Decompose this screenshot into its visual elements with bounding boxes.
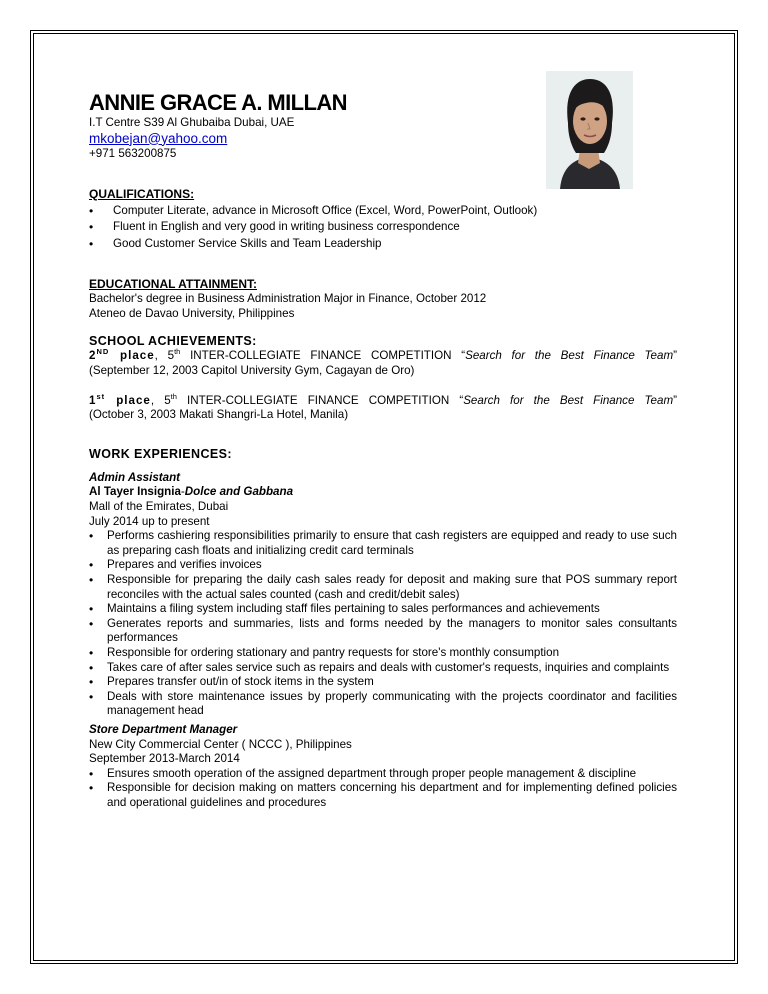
list-item: • Prepares transfer out/in of stock items in the system (89, 675, 677, 690)
degree: Bachelor's degree in Business Administration Major in Finance, October 2012 (89, 292, 487, 306)
education-section (89, 277, 677, 321)
job-period: July 2014 up to present (89, 514, 210, 528)
job-location: New City Commercial Center ( NCCC ), Philippines (89, 737, 352, 751)
address: I.T Centre S39 Al Ghubaiba Dubai, UAE (89, 116, 295, 129)
achievement-detail: (September 12, 2003 Capitol University Gym, Cagayan de Oro) (89, 364, 415, 378)
achievements-heading: SCHOOL ACHIEVEMENTS: (89, 334, 257, 349)
job-period: September 2013-March 2014 (89, 752, 240, 766)
header-block (89, 90, 677, 162)
list-item: • Responsible for ordering stationary and pantry requests for store's monthly consumption (89, 646, 677, 661)
work-heading: WORK EXPERIENCES: (89, 446, 232, 461)
school: Ateneo de Davao University, Philippines (89, 306, 295, 320)
achievements-section (89, 334, 677, 422)
phone: +971 563200875 (89, 147, 177, 161)
candidate-name: ANNIE GRACE A. MILLAN (89, 90, 347, 115)
list-item: • Ensures smooth operation of the assigned department through proper people management & discipline (89, 767, 677, 782)
qualifications-section (89, 187, 677, 253)
list-item: • Prepares and verifies invoices (89, 558, 677, 573)
list-item: • Responsible for decision making on matters concerning his department and for implementing defined policies and operational guidelines and procedures (89, 781, 677, 810)
job-location: Mall of the Emirates, Dubai (89, 500, 229, 514)
company-line: Al Tayer Insignia-Dolce and Gabbana (89, 485, 294, 499)
list-item: • Takes care of after sales service such as repairs and deals with customer's requests, inquiries and complaints (89, 661, 677, 676)
list-item: • Maintains a filing system including staff files pertaining to sales performances and achievements (89, 602, 677, 617)
list-item: • Responsible for preparing the daily cash sales ready for deposit and making sure that POS summary report reconciles with the actual sales counted (cash and credit/debit sales) (89, 573, 677, 602)
list-item: • Fluent in English and very good in writing business correspondence (89, 219, 677, 236)
list-item: • Computer Literate, advance in Microsoft Office (Excel, Word, PowerPoint, Outlook) (89, 203, 677, 220)
work-section (89, 447, 677, 811)
education-heading: EDUCATIONAL ATTAINMENT: (89, 277, 257, 292)
resume-body (89, 90, 677, 811)
job-title: Store Department Manager (89, 722, 238, 736)
company-name: Al Tayer Insignia (89, 485, 181, 499)
achievement-line: 1st place, 5th INTER-COLLEGIATE FINANCE COMPETITION “Search for the Best Finance Team” (89, 391, 677, 407)
list-item: • Performs cashiering responsibilities primarily to ensure that cash registers are equipped and ready to use such as preparing cash floats and initializing credit card terminals (89, 529, 677, 558)
list-item: • Good Customer Service Skills and Team Leadership (89, 236, 677, 253)
achievement-detail: (October 3, 2003 Makati Shangri-La Hotel, Manila) (89, 408, 349, 422)
achievement-line: 2ND place, 5th INTER-COLLEGIATE FINANCE COMPETITION “Search for the Best Finance Team” (89, 347, 677, 363)
brand-name: Dolce and Gabbana (184, 485, 294, 499)
qualifications-heading: QUALIFICATIONS: (89, 186, 195, 201)
job-title: Admin Assistant (89, 470, 181, 484)
list-item: • Deals with store maintenance issues by properly communicating with the projects coordinator and facilities management head (89, 690, 677, 719)
list-item: • Generates reports and summaries, lists and forms needed by the managers to monitor sales consultants performances (89, 617, 677, 646)
email-link[interactable]: mkobejan@yahoo.com (89, 130, 228, 146)
